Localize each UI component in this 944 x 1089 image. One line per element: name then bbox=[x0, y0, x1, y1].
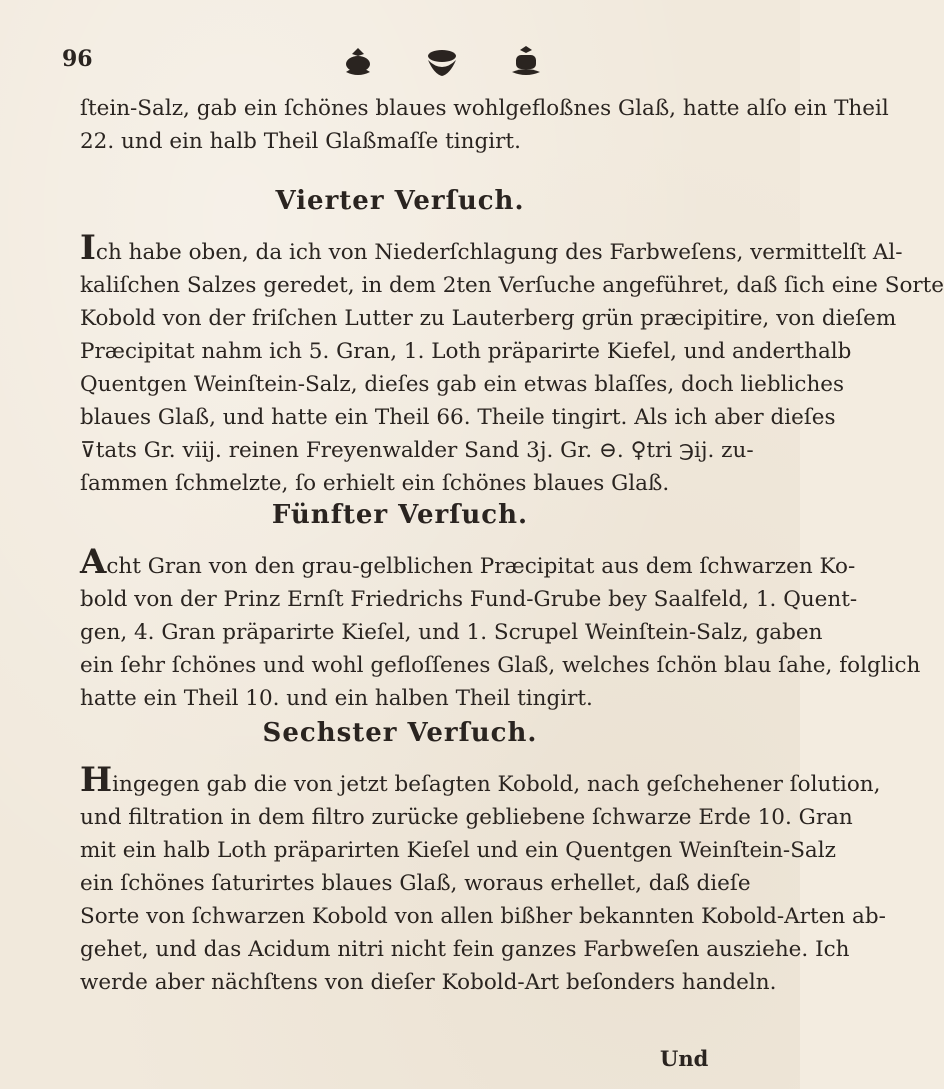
header-ornaments bbox=[312, 44, 572, 80]
page-header bbox=[62, 44, 752, 84]
text-line: ſammen ſchmelzte, ſo erhielt ein ſchönes blaues Glaß. bbox=[80, 471, 670, 496]
text-line: gen, 4. Gran präparirte Kieſel, und 1. Scrupel Weinſtein-Salz, gaben bbox=[80, 620, 823, 645]
text-line-content: ingegen gab die von jetzt beſagten Kobold, nach geſchehener ſolution, bbox=[112, 772, 881, 797]
text-line: Præcipitat nahm ich 5. Gran, 1. Loth präparirte Kiefel, und anderthalb bbox=[80, 339, 852, 364]
text-line: Kobold von der friſchen Lutter zu Lauterberg grün præcipitire, von dieſem bbox=[80, 306, 897, 331]
text-line: kaliſchen Salzes geredet, in dem 2ten Verſuche angeführet, daß ſich eine Sorte bbox=[80, 273, 944, 298]
fleuron-icon bbox=[428, 50, 456, 76]
section-paragraph bbox=[80, 760, 886, 999]
text-line: gehet, und das Acidum nitri nicht fein ganzes Farbweſen ausziehe. Ich bbox=[80, 937, 850, 962]
text-line: Sorte von ſchwarzen Kobold von allen bißher bekannten Kobold-Arten ab- bbox=[80, 904, 886, 929]
text-line bbox=[80, 760, 881, 801]
drop-cap: A bbox=[80, 542, 107, 582]
text-line: werde aber nächſtens von dieſer Kobold-Art beſonders handeln. bbox=[80, 970, 777, 995]
catchword: Und bbox=[660, 1046, 709, 1071]
section-heading: Vierter Verſuch. bbox=[275, 186, 525, 216]
fleuron-icon bbox=[512, 46, 540, 75]
section-heading: Sechster Verſuch. bbox=[262, 718, 538, 748]
section-heading: Fünfter Verſuch. bbox=[271, 500, 529, 530]
section-paragraph bbox=[80, 228, 944, 500]
text-line: mit ein halb Loth präparirten Kieſel und ein Quentgen Weinſtein-Salz bbox=[80, 838, 836, 863]
text-line: hatte ein Theil 10. und ein halben Theil tingirt. bbox=[80, 686, 593, 711]
text-line: bold von der Prinz Ernſt Friedrichs Fund-Grube bey Saalfeld, 1. Quent- bbox=[80, 587, 858, 612]
text-line bbox=[80, 228, 903, 269]
text-line: Quentgen Weinſtein-Salz, dieſes gab ein etwas blaſſes, doch liebliches bbox=[80, 372, 845, 397]
section-paragraph bbox=[80, 542, 921, 715]
text-line: ⊽tats Gr. viij. reinen Freyenwalder Sand 3j. Gr. ⊖. ♀tri ℈ij. zu- bbox=[80, 438, 754, 463]
drop-cap: I bbox=[80, 228, 96, 268]
intro-paragraph bbox=[80, 92, 889, 158]
text-line: und filtration in dem filtro zurücke gebliebene ſchwarze Erde 10. Gran bbox=[80, 805, 853, 830]
text-line: 22. und ein halb Theil Glaßmaſſe tingirt. bbox=[80, 129, 521, 154]
page-number: 96 bbox=[62, 46, 93, 72]
text-line bbox=[80, 542, 856, 583]
text-line: blaues Glaß, und hatte ein Theil 66. Theile tingirt. Als ich aber dieſes bbox=[80, 405, 836, 430]
fleuron-icon bbox=[346, 48, 370, 75]
drop-cap: H bbox=[80, 760, 113, 800]
text-line: ein ſehr ſchönes und wohl gefloſſenes Glaß, welches ſchön blau ſahe, folglich bbox=[80, 653, 921, 678]
text-line-content: cht Gran von den grau-gelblichen Præcipitat aus dem ſchwarzen Ko- bbox=[106, 554, 856, 579]
text-line: ein ſchönes ſaturirtes blaues Glaß, woraus erhellet, daß dieſe bbox=[80, 871, 751, 896]
text-line-content: ch habe oben, da ich von Niederſchlagung des Farbweſens, vermittelſt Al- bbox=[95, 240, 903, 265]
text-line: ſtein-Salz, gab ein ſchönes blaues wohlgefloßnes Glaß, hatte alſo ein Theil bbox=[80, 96, 889, 121]
